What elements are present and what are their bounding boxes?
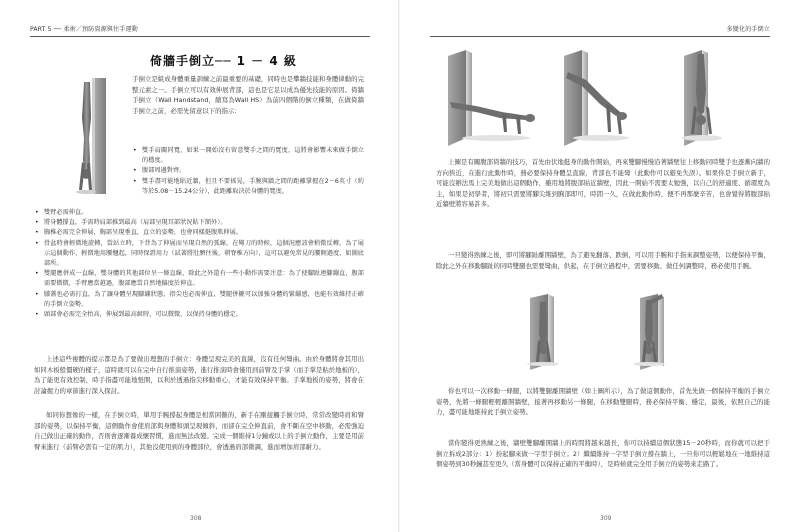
list-item: • 雙臂必需伸直。 <box>34 208 364 218</box>
body-paragraph-1: 上述這些複體的提示都是為了要做出理想的手倒立：身體呈現完美的直線，沒有任何彎曲。由於身體將會其用出如同木板般僵硬的樣子，這時就可以在完中自行推演姿勢，進行推演時會僅用到前臂及手掌（而手掌是貼於地板的），為了能更有效控制，時手指盡可能地張開，以利於透過指尖移動重心，才能有效保持平衡。手掌地板的姿勢，將會在討論握力的章節進行深入探討。 <box>34 355 364 395</box>
body-paragraph-1: 上圖是有關腹部倚牆的技巧，首先由伏地挺身的動作開始，再來雙腳慢慢沿著牆壁往上移動同時雙手也逐漸向牆的方向挨近，在進行此動作時，務必要保持身體呈直線，背部也不能彎（此動作可以避免失誤）。如果你是手倒立新手，可能沒辦法馬上完美地做出這個動作，雖用地將腹部貼近牆壁，因此一開始不需要太勉強，以自己的舒適度、循環度為主，如果是初學者，將初只需要將腳尖維到胸部即可，時間一久，在做此動作時，便不再那麼辛苦，也會覺得將腹部貼近牆壁將容易許多。 <box>436 158 770 209</box>
list-item: • 雙手盡可能地貼近牆，但且不要搖晃，手腕與牆之間的距離掌握在2－6英寸（約等於5.08－15.24公分），此距離取決於身體的寬度。 <box>132 177 364 197</box>
list-item: • 骨盆時會輕微地旋轉，當站立時，下背為了伸展而呈現自然的弧線，在彎刀的時候，這個況應該會稍微反轉，為了展示這個動作，輕微地用腰翹起，同時保證用力（試著將肚臍往後，朝脊椎方向），這可以避免常見的腰側過度，如圖底部所。 <box>34 239 364 270</box>
leg-lift-step-2 <box>633 294 665 370</box>
list-item: • 雙手肩關同寬，如果一開始沒有留意雙手之間的寬度，這將會影響未來做手倒立的穩度。 <box>132 146 364 166</box>
right-page <box>400 0 800 532</box>
wall-walk-step-1 <box>448 50 535 146</box>
body-paragraph-3: 你也可以一次移動一條腿，以將雙腿離開牆壁（如上圖所示），為了做這個動作，首先先做一個保持平衡的手倒立姿勢，先將一條腿輕輕離開牆壁，接著再移動另一條腿，在移動雙腿時，務必保持平衡、穩定，最後，依照自己的能力，盡可能地維持此手倒立姿勢。 <box>436 387 770 417</box>
body-paragraph-4: 當你變得更熟練之後，牆壁雙腳離開牆上的時間將越來越長，你可以持續這個狀態15－20秒時，而你就可以把手倒立拆成2部分：1）扮起腳來做一字型手倒立；2）繼續維持一字型手倒立撐在牆上，一旦你可以輕鬆地在一地維持這個姿勢到30秒鐘甚至更久（當身體可以保持正確的平衡時），是時候就完全用手倒立的姿勢來走路了。 <box>436 439 770 469</box>
list-item: • 胸椎必需完全伸展，胸部呈現垂直，直立的姿勢，也會同樣挺腹肌伸展。 <box>34 228 364 238</box>
right-header-rule <box>430 36 770 37</box>
page-number: 308 <box>190 515 202 522</box>
leg-lift-sequence-figure <box>490 294 720 372</box>
wall-walk-step-3 <box>682 50 722 146</box>
list-item: • 將身體撐直，手需時肩部推到最高（肩部呈現耳部狀況貼下額外）。 <box>34 218 364 228</box>
wall-walk-step-2 <box>564 50 629 146</box>
list-item: • 膝蓋也必需打直，為了讓身體呈現腳繃狀態，指尖也必需伸直，雙腿併攏可以加強身體的緊繃感，也能有效維持正確的手倒立姿勢。 <box>34 290 364 310</box>
right-running-header: 多變化的手倒立 <box>726 26 770 33</box>
left-running-header: PART 5 ── 柔術／預防資源與往手運動 <box>30 26 138 33</box>
list-item: • 腹部周邊對齊。 <box>132 166 364 176</box>
setup-bullet-list <box>132 146 364 197</box>
left-header-rule <box>30 36 370 37</box>
body-paragraph-2: 一旦變得熟練之後，即可將腳趾離開牆壁，為了避免翻落、跌倒，可以用手腕和手指來調整姿勢，以便保持平衡，除此之外在移動腳趾的同時雙腿也需要彎曲，供起，在手倒立過程中，需要移動、做任何調整時，務必使用手腕。 <box>436 251 770 270</box>
intro-paragraph: 手倒立是組成身體重量訓練之前最重要的基礎，同時也是攀牆技能和身體律動的完整元素之一。手倒立可以有效伸展背部，這也是它足以成為優先技能的原因。倚牆手倒立（Wall Handstand，縮寫為Wall HS）為前四個階的倒立種類，在做倚牆手倒立之前，必需先留意以下的指示： <box>132 75 364 115</box>
leg-lift-step-1 <box>527 294 559 370</box>
list-item: • 雙腿應併成一直線，雙身體的其他部位呈一條直線，除此之外還有一些小動作需要注意：為了使腳趾連腳繃直，腹部需要微微，手臂應當越過，腹部應當自然地偏度於伸直。 <box>34 269 364 289</box>
list-item: • 頭部會必需完全抬高，伸展到最高級時，可以微微，以保持身體的穩定。 <box>34 310 364 320</box>
body-paragraph-2: 如同你想像的一樣，在手倒立時，單用手腕撐起身體是相當困難的，新手在剛接觸手倒立時，常常改變時肩和臂部的姿勢，以保持平衡，這個動作會使肩部與身體和頭呈現傾斜，而卻在完全伸直前，會不斷在空中移動，必需強迫自己做出正確的動作，否則會逐漸養成懷習慣，進而無法改變。完成一個維持1分鐘或以上的手倒立動作，主要是用前臂來進行（前臂必需有一定的肌力），其他沒使用到的身體部位，會透過肩部微調，進而增加肩部耐力。 <box>34 411 364 451</box>
form-bullet-list <box>34 208 364 320</box>
wall-handstand-figure <box>62 78 114 196</box>
wall-walk-sequence-figure <box>436 50 766 155</box>
page-number: 309 <box>600 515 612 522</box>
section-title: 倚牆手倒立── 1 － 4 級 <box>150 54 297 68</box>
